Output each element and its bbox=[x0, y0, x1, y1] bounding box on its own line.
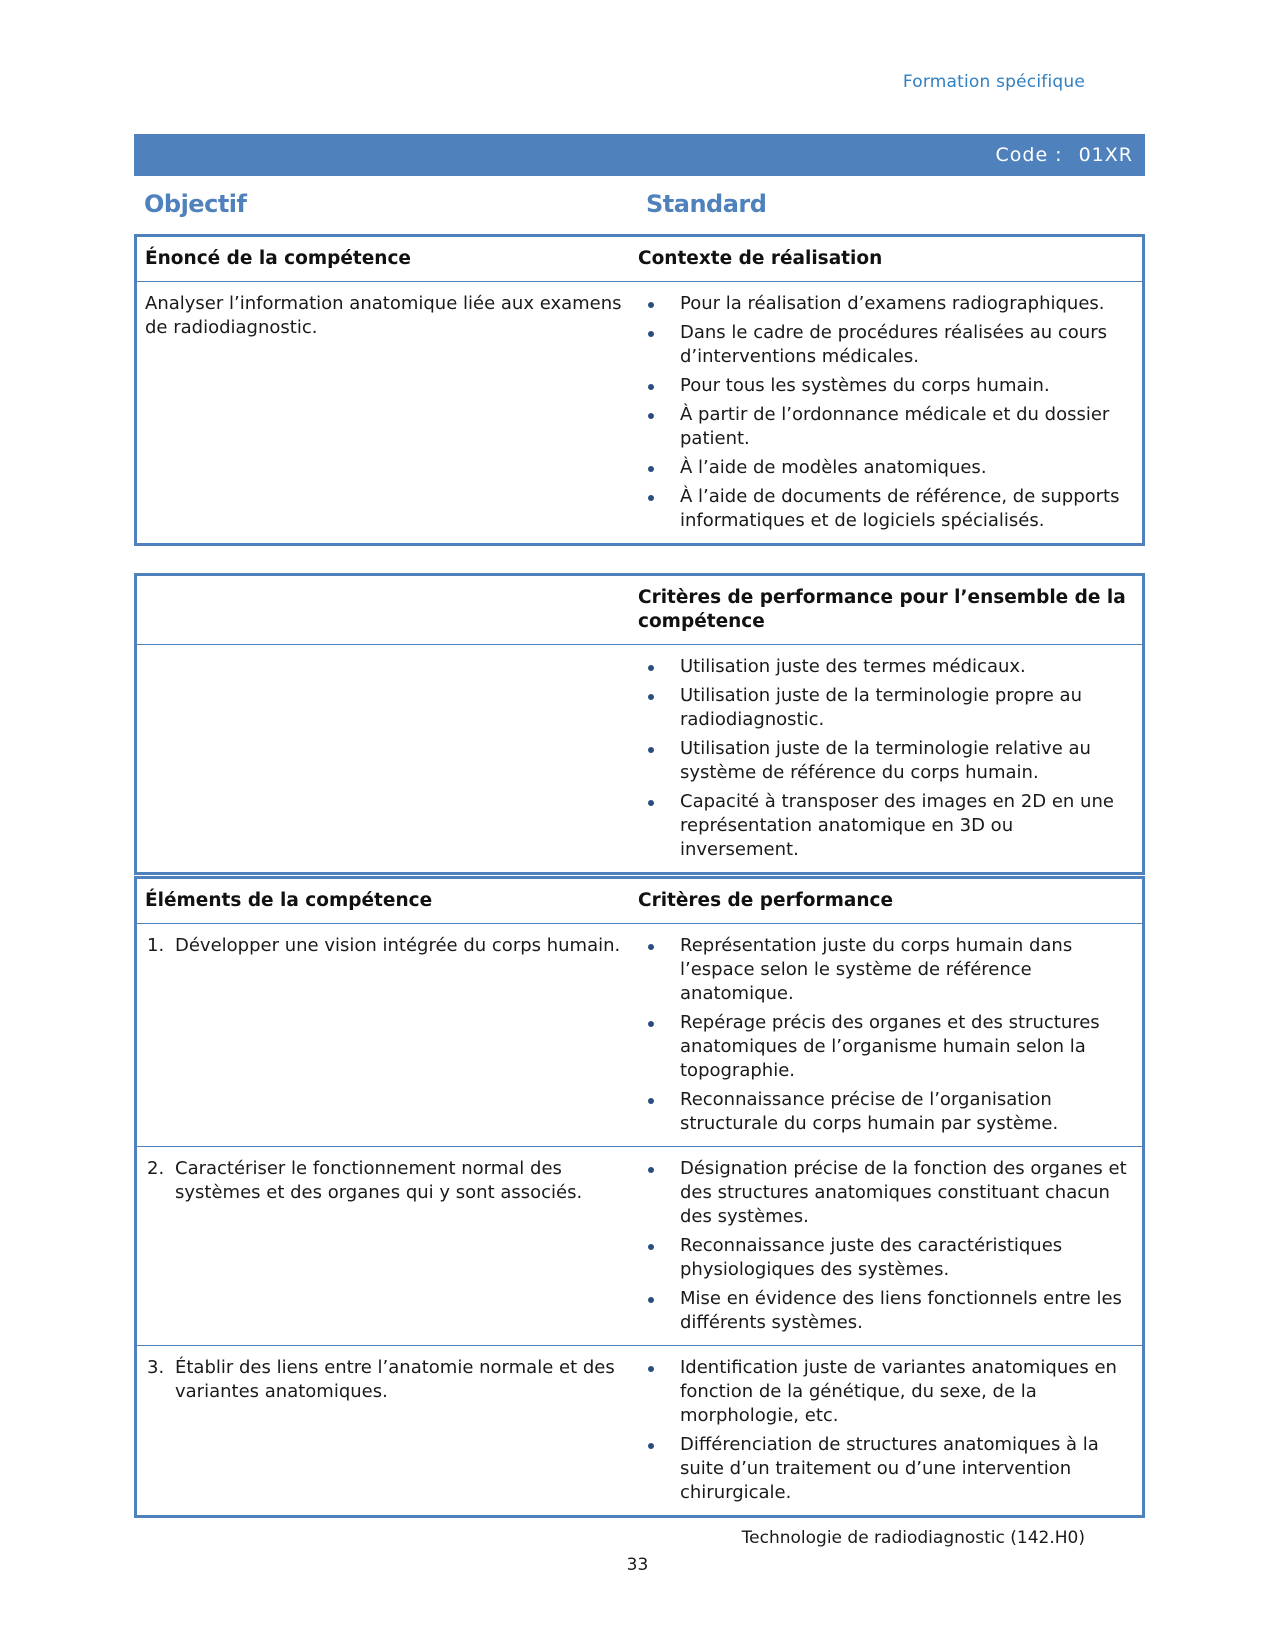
overall-criteria-header: Critères de performance pour l’ensemble de la compétence bbox=[638, 587, 1126, 632]
list-item: Pour tous les systèmes du corps humain. bbox=[638, 374, 1134, 398]
table-row bbox=[137, 281, 1142, 543]
page-number: 33 bbox=[626, 1555, 649, 1575]
table-header-row bbox=[137, 879, 1142, 923]
enonce-header: Énoncé de la compétence bbox=[145, 248, 411, 269]
criteria-list bbox=[638, 934, 1134, 1136]
standard-heading: Standard bbox=[646, 190, 767, 218]
list-item: Identification juste de variantes anatomiques en fonction de la génétique, du sexe, de la morphologie, etc. bbox=[638, 1356, 1134, 1428]
element-list bbox=[145, 1356, 628, 1404]
table-row bbox=[137, 1146, 1142, 1345]
element-text: Établir des liens entre l’anatomie normale et des variantes anatomiques. bbox=[175, 1357, 615, 1402]
table-header-row bbox=[137, 576, 1142, 644]
list-item: Représentation juste du corps humain dans l’espace selon le système de référence anatomique. bbox=[638, 934, 1134, 1006]
code-value: 01XR bbox=[1078, 144, 1133, 166]
list-item: Utilisation juste de la terminologie propre au radiodiagnostic. bbox=[638, 684, 1134, 732]
table-row bbox=[137, 923, 1142, 1146]
running-header-title: Formation spécifique bbox=[902, 72, 1085, 92]
elements-header: Éléments de la compétence bbox=[145, 890, 433, 911]
list-item: Reconnaissance précise de l’organisation structurale du corps humain par système. bbox=[638, 1088, 1134, 1136]
competence-statement: Analyser l’information anatomique liée aux examens de radiodiagnostic. bbox=[145, 293, 622, 338]
element-number: 2. bbox=[147, 1158, 165, 1179]
element-item bbox=[145, 1157, 628, 1205]
overall-criteria-list bbox=[638, 655, 1134, 862]
list-item: Dans le cadre de procédures réalisées au cours d’interventions médicales. bbox=[638, 321, 1134, 369]
element-number: 1. bbox=[147, 935, 165, 956]
list-item: Pour la réalisation d’examens radiographiques. bbox=[638, 292, 1134, 316]
empty-header bbox=[137, 576, 636, 644]
section-titles bbox=[134, 190, 1145, 226]
footer-program-title: Technologie de radiodiagnostic (142.H0) bbox=[741, 1528, 1085, 1548]
table-row bbox=[137, 644, 1142, 872]
elements-criteria-table bbox=[134, 876, 1145, 1518]
list-item: Désignation précise de la fonction des organes et des structures anatomiques constituant chacun des systèmes. bbox=[638, 1157, 1134, 1229]
list-item: À l’aide de modèles anatomiques. bbox=[638, 456, 1134, 480]
competence-statement-table bbox=[134, 234, 1145, 546]
list-item: Reconnaissance juste des caractéristiques physiologiques des systèmes. bbox=[638, 1234, 1134, 1282]
overall-criteria-table bbox=[134, 573, 1145, 875]
empty-cell bbox=[137, 645, 636, 868]
element-list bbox=[145, 1157, 628, 1205]
list-item: À l’aide de documents de référence, de supports informatiques et de logiciels spécialisés. bbox=[638, 485, 1134, 533]
element-item bbox=[145, 934, 628, 958]
list-item: Utilisation juste de la terminologie relative au système de référence du corps humain. bbox=[638, 737, 1134, 785]
criteria-list bbox=[638, 1157, 1134, 1335]
code-bar bbox=[134, 134, 1145, 176]
element-number: 3. bbox=[147, 1357, 165, 1378]
context-list bbox=[638, 292, 1134, 533]
table-header-row bbox=[137, 237, 1142, 281]
criteria-list bbox=[638, 1356, 1134, 1505]
element-list bbox=[145, 934, 628, 958]
list-item: Capacité à transposer des images en 2D en une représentation anatomique en 3D ou inversement. bbox=[638, 790, 1134, 862]
list-item: Mise en évidence des liens fonctionnels entre les différents systèmes. bbox=[638, 1287, 1134, 1335]
objectif-heading: Objectif bbox=[144, 190, 247, 218]
table-row bbox=[137, 1345, 1142, 1515]
list-item: Différenciation de structures anatomiques à la suite d’un traitement ou d’une intervention chirurgicale. bbox=[638, 1433, 1134, 1505]
list-item: Utilisation juste des termes médicaux. bbox=[638, 655, 1134, 679]
code-label: Code : bbox=[995, 144, 1063, 166]
criteria-header: Critères de performance bbox=[638, 890, 894, 911]
contexte-header: Contexte de réalisation bbox=[638, 248, 883, 269]
element-item bbox=[145, 1356, 628, 1404]
element-text: Développer une vision intégrée du corps humain. bbox=[175, 935, 621, 956]
list-item: À partir de l’ordonnance médicale et du dossier patient. bbox=[638, 403, 1134, 451]
element-text: Caractériser le fonctionnement normal des systèmes et des organes qui y sont associés. bbox=[175, 1158, 583, 1203]
list-item: Repérage précis des organes et des structures anatomiques de l’organisme humain selon la topographie. bbox=[638, 1011, 1134, 1083]
